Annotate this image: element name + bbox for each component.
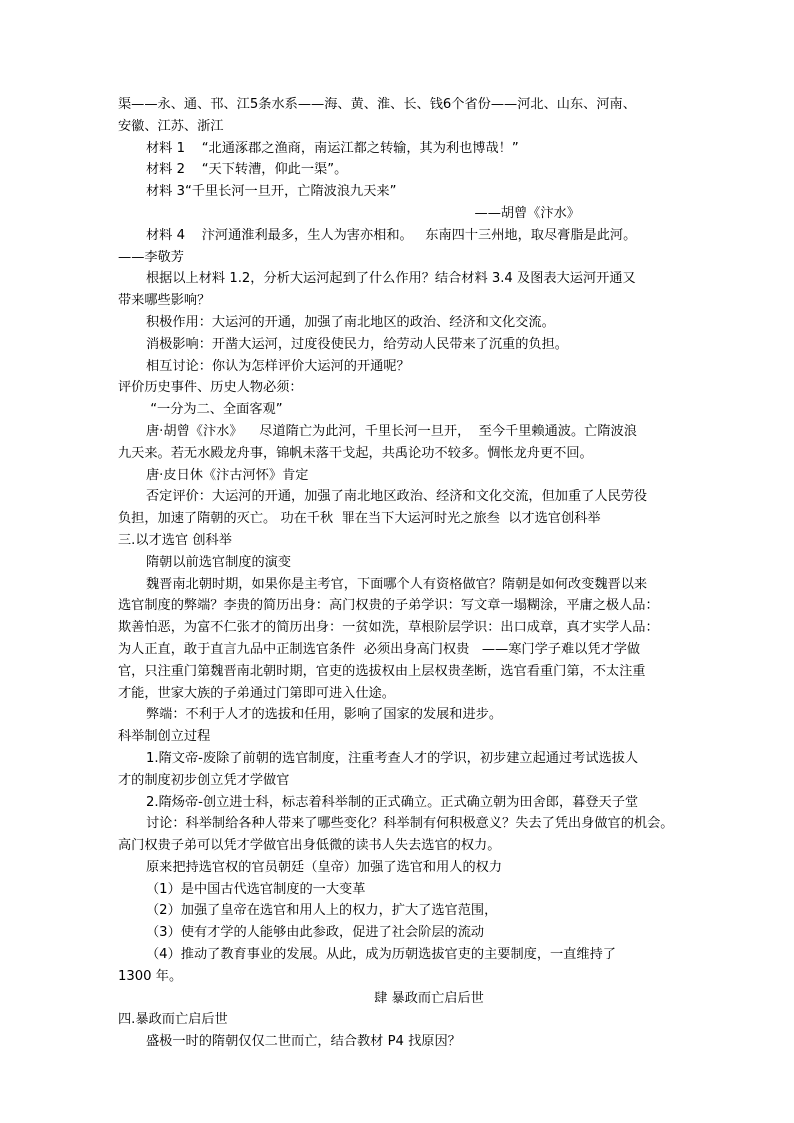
- text-line: 材料 4 汴河通淮利最多，生人为害亦相和。 东南四十三州地，取尽膏脂是此河。: [146, 227, 637, 243]
- text-line: 九天来。若无水殿龙舟事，锦帆未落干戈起，共禹论功不较多。惆怅龙舟更不回。: [118, 445, 593, 461]
- text-line: 隋朝以前选官制度的演变: [146, 554, 292, 570]
- text-line: 盛极一时的隋朝仅仅二世而亡，结合教材 P4 找原因？: [146, 1034, 461, 1050]
- text-line: ——李敬芳: [118, 249, 184, 265]
- document-body: [118, 94, 680, 1053]
- text-line: 科举制创立过程: [118, 729, 211, 745]
- text-line: （2）加强了皇帝在选官和用人上的权力，扩大了选官范围，: [146, 903, 498, 919]
- text-line: 1300 年。: [118, 968, 183, 984]
- text-line: 否定评价：大运河的开通，加强了南北地区政治、经济和文化交流，但加重了人民劳役: [146, 489, 648, 505]
- text-line: 官，只注重门第魏晋南北朝时期，官吏的选拔权由上层权贵垄断，选官看重门第，不太注重: [118, 663, 646, 679]
- text-line: 四.暴政而亡启后世: [118, 1012, 228, 1028]
- text-line: 根据以上材料 1.2，分析大运河起到了什么作用？结合材料 3.4 及图表大运河开通又: [146, 271, 636, 287]
- text-line: 材料 3“千里长河一旦开，亡隋波浪九天来”: [146, 184, 397, 200]
- text-line: 积极作用：大运河的开通，加强了南北地区的政治、经济和文化交流。: [146, 314, 555, 330]
- text-line: 魏晋南北朝时期，如果你是主考官，下面哪个人有资格做官？隋朝是如何改变魏晋以来: [146, 576, 648, 592]
- text-line: 才能，世家大族的子弟通过门第即可进入仕途。: [118, 685, 395, 701]
- text-line: 安徽、江苏、浙江: [118, 118, 224, 134]
- text-line: 肆 暴政而亡启后世: [374, 990, 484, 1006]
- text-line: （3）使有才学的人能够由此参政，促进了社会阶层的流动: [146, 925, 485, 941]
- text-line: 负担，加速了隋朝的灭亡。 功在千秋 罪在当下大运河时光之旅叁 以才选官创科举: [118, 511, 601, 527]
- text-line: 三.以才选官 创科举: [118, 532, 232, 548]
- text-line: 渠——永、通、邗、江5条水系——海、黄、淮、长、钱6个省份——河北、山东、河南、: [118, 97, 636, 112]
- text-line: 才的制度初步创立凭才学做官: [118, 772, 290, 788]
- text-line: 1.隋文帝-废除了前朝的选官制度，注重考查人才的学识，初步建立起通过考试选拔人: [146, 750, 639, 766]
- text-line: 相互讨论：你认为怎样评价大运河的开通呢？: [146, 358, 410, 374]
- text-line: （1）是中国古代选官制度的一大变革: [146, 881, 366, 897]
- text-line: 唐·皮日休《汴古河怀》肯定: [146, 467, 309, 483]
- text-line: ——胡曾《汴水》: [474, 205, 580, 221]
- text-line: “一分为二、全面客观”: [146, 402, 283, 418]
- text-line: 高门权贵子弟可以凭才学做官出身低微的读书人失去选官的权力。: [118, 838, 501, 854]
- text-line: 欺善怕恶，为富不仁张才的简历出身：一贫如洗，草根阶层学识：出口成章，真才实学人品：: [118, 620, 659, 636]
- text-line: 讨论：科举制给各种人带来了哪些变化？科举制有何积极意义？失去了凭出身做官的机会。: [146, 816, 674, 832]
- text-line: （4）推动了教育事业的发展。从此，成为历朝选拔官吏的主要制度，一直维持了: [146, 947, 616, 963]
- text-line: 唐·胡曾《汴水》 尽道隋亡为此河，千里长河一旦开， 至今千里赖通波。亡隋波浪: [146, 423, 637, 439]
- text-line: 选官制度的弊端？李贵的简历出身：高门权贵的子弟学识：写文章一塌糊涂，平庸之极人品：: [118, 598, 659, 614]
- text-line: 为人正直，敢于直言九品中正制选官条件 必须出身高门权贵 ——寒门学子难以凭才学做: [118, 641, 641, 657]
- text-line: 2.隋炀帝-创立进士科，标志着科举制的正式确立。正式确立朝为田舍郎，暮登天子堂: [146, 794, 639, 810]
- text-line: 材料 1 “北通涿郡之渔商，南运江都之转输，其为利也博哉！”: [146, 140, 519, 156]
- text-line: 带来哪些影响？: [118, 293, 211, 309]
- text-line: 原来把持选官权的官员朝廷（皇帝）加强了选官和用人的权力: [146, 859, 503, 875]
- text-line: 评价历史事件、历史人物必须：: [118, 380, 303, 396]
- text-line: 材料 2 “天下转漕，仰此一渠”。: [146, 162, 348, 178]
- text-line: 弊端：不利于人才的选拔和任用，影响了国家的发展和进步。: [146, 707, 503, 723]
- text-line: 消极影响：开凿大运河，过度役使民力，给劳动人民带来了沉重的负担。: [146, 336, 568, 352]
